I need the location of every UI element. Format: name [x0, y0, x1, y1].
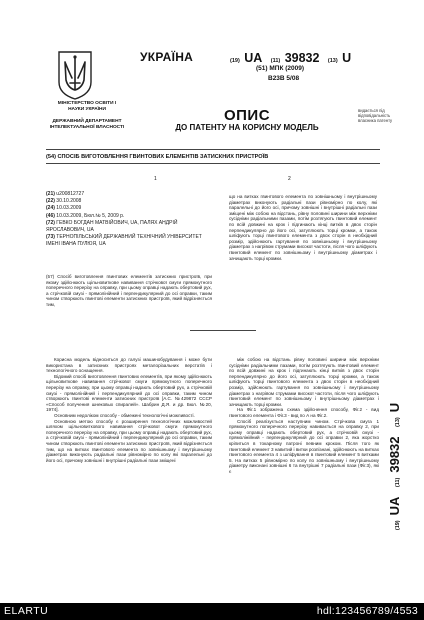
bibliographic-data — [46, 191, 212, 249]
ministry-name: МІНІСТЕРСТВО ОСВІТИ І НАУКИ УКРАЇНИ — [57, 101, 117, 112]
claim-text-left: (57) Спосіб виготовлення гвинтових елементів затискних пристроїв, при якому здійснюють щільновитковe навивання стрічкової смуги прямокутного поперечного перерізу на оправку, при цьому оправці надають обертовий рух, а стрічковій смузі - прямолінійний і перпендикулярний до осі оправки, таким чином створюють гвинтові елементи затискних пристроїв, який відрізняється тим, — [46, 274, 212, 307]
paragraph: Спосіб реалізується наступним чином. Стрічкова смуга 1 прямокутного поперечного перерізу навивається на оправку 2, при цьому оправці надають обертовий рух, а стрічковій смузі - прямолінійний - перпендикулярний до осі оправки 2, яка жорстко кріпиться в токарному патроні певним кроком. Після того як гвинтовий елемент 3 навитий і витки розпізнані, здійснюють на витках гвинтового елемента 4 з шліфування в гвинтовий елемент 5 витками 5. На витках 5 рівномірно по колу по зовнішньому і внутрішньому діаметру виконані зовнішні 6 та внутрішні 7 радіальні пази (Фіг.3), які є — [229, 418, 379, 474]
vertical-patent-number: (19)UA (11)39832 (13)U — [387, 402, 402, 531]
description-left-column — [46, 357, 212, 463]
kind-code: U — [342, 51, 352, 65]
paragraph: Основною метою способу є розширення технологічних можливостей шляхом щільновиткового навивання стрічкової смуги прямокутного поперечного перерізу на оправку, при цьому оправці надають обертовий рух, а стрічковій смузі - прямолінійний і перпендикулярний до осі оправки, таким чином створюють гвинтові елементи затискних пристроїв, який відрізняється тим, що на витках гвинтового елемента по зовнішньому і внутрішньому діаметрах виконують радіальні пази рівномірно по колу які паралельні до його осі, причому зовнішні і внутрішні радіальні пази зміщені — [46, 418, 212, 463]
biblio-row: (22) 30.10.2008 — [46, 198, 82, 205]
patent-number: 39832 — [284, 51, 320, 65]
code-19: (19) — [230, 58, 240, 64]
paragraph: Корисна модель відноситься до галузі машинобудування і може бути використана в затискних пристроях металорізальних верстатів і технологічного оснащення. — [46, 357, 212, 374]
document-subtitle: ДО ПАТЕНТУ НА КОРИСНУ МОДЕЛЬ — [175, 123, 319, 132]
invention-title: (54) СПОСІБ ВИГОТОВЛЕННЯ ГВИНТОВИХ ЕЛЕМЕНТІВ ЗАТИСКНИХ ПРИСТРОЇВ — [46, 154, 269, 160]
department-name: ДЕРЖАВНИЙ ДЕПАРТАМЕНТ ІНТЕЛЕКТУАЛЬНОЇ ВЛАСНОСТІ — [49, 119, 125, 130]
description-right-column — [229, 357, 379, 474]
biblio-row: (24) 10.03.2009 — [46, 205, 82, 212]
footer-repository-name: ELARTU — [4, 605, 49, 617]
country-code: UA — [244, 51, 263, 65]
biblio-row: (73) ТЕРНОПІЛЬСЬКИЙ ДЕРЖАВНИЙ ТЕХНІЧНИЙ УНІВЕРСИТЕТ ІМЕНІ ІВАНА ПУЛЮЯ, UA — [46, 234, 202, 248]
paragraph: На Фіг.1 зображена схема здійснення способу, Фіг.2 - вид гвинтового елемента і Фіг.3 - вид по А на Фіг.2. — [229, 407, 379, 418]
biblio-row: (72) ГЕВКО БОГДАН МАТВІЙОВИЧ, UA, ПАЛЯХ АНДРІЙ ЯРОСЛАВОВИЧ, UA — [46, 219, 178, 234]
biblio-row: (21) u200812727 — [46, 191, 85, 197]
code-13: (13) — [327, 58, 338, 64]
document-type: ОПИС — [223, 107, 271, 124]
claim-text-right: що на витках гвинтового елемента по зовнішньому і внутрішньому діаметрах виконують радіальні пази рівномірно по колу, які паралельні до його осі, причому зовнішні і внутрішні радіальні пази зміщені між собою на відстань, рівну половині ширини між верхніми сусідніми радіальними пазами, потім розтягують гвинтовий елемент по всій довжині на крок і підгинають кінці витків в двох сторін перпендикулярно до його осі, затуплюють торці кромки, а також шліфують торці гвинтового елемента з двох сторін в необхідний розмір, здійснюють гартування по зовнішньому і внутрішньому діаметрах з нагрівом струмами високої частоти, після чого шліфують гвинтовий елемент по зовнішньому і внутрішньому діаметрах і зачищають торці кромки. — [229, 194, 377, 261]
trident-emblem-icon — [56, 50, 94, 100]
code-11: (11) — [270, 58, 281, 64]
column-number-1: 1 — [154, 176, 157, 182]
divider-top — [46, 149, 380, 150]
paragraph: Основним недоліком способу - обмежені технологічні можливості. — [54, 412, 195, 418]
paragraph: Відомий спосіб виготовлення гвинтових елементів, при якому здійснюють щільновиткове навивання стрічкової смуги прямокутного поперечного перерізу на оправку, при цьому оправці надають обертовий рух, а стрічковій смузі - прямолінійний і перпендикулярний до осі оправки, таким чином створюють гвинтові елементи затискних пристроїв [А.С. №429872 СССР «Способ получения шнековых спиралей». Шабрин Д.Я. и др. Бюл. №20, 1974]. — [46, 373, 212, 413]
footer-handle[interactable]: hdl:123456789/4553 — [316, 605, 418, 617]
section-divider — [190, 330, 256, 331]
mpk-label: (51) МПК (2009) — [256, 65, 305, 72]
column-number-2: 2 — [288, 176, 291, 182]
paragraph: між собою на відстань рівну половині ширини між верхніми сусідніми радіальними пазами, потім розтягують гвинтовий елемент по всій довжині на крок і підгинають кінці витків з двох сторін перпендикулярно до його осі, затуплюють торці кромки, а також шліфують торці гвинтового елемента з двох сторін в необхідний розмір, здійснюють гартування по зовнішньому і внутрішньому діаметрах з нагрівом струмами високої частоти, після чого шліфують гвинтовий елемент по зовнішньому і внутрішньому діаметрах і зачищають торці кромки. — [229, 357, 379, 407]
country-name: УКРАЇНА — [140, 50, 194, 64]
responsibility-note: видається під відповідальність власника патенту — [358, 108, 393, 123]
biblio-row: (46) 10.03.2009, Бюл.№ 5, 2009 р. — [46, 212, 125, 219]
ipc-code: B23B 5/08 — [268, 75, 300, 82]
divider-title — [46, 163, 380, 164]
